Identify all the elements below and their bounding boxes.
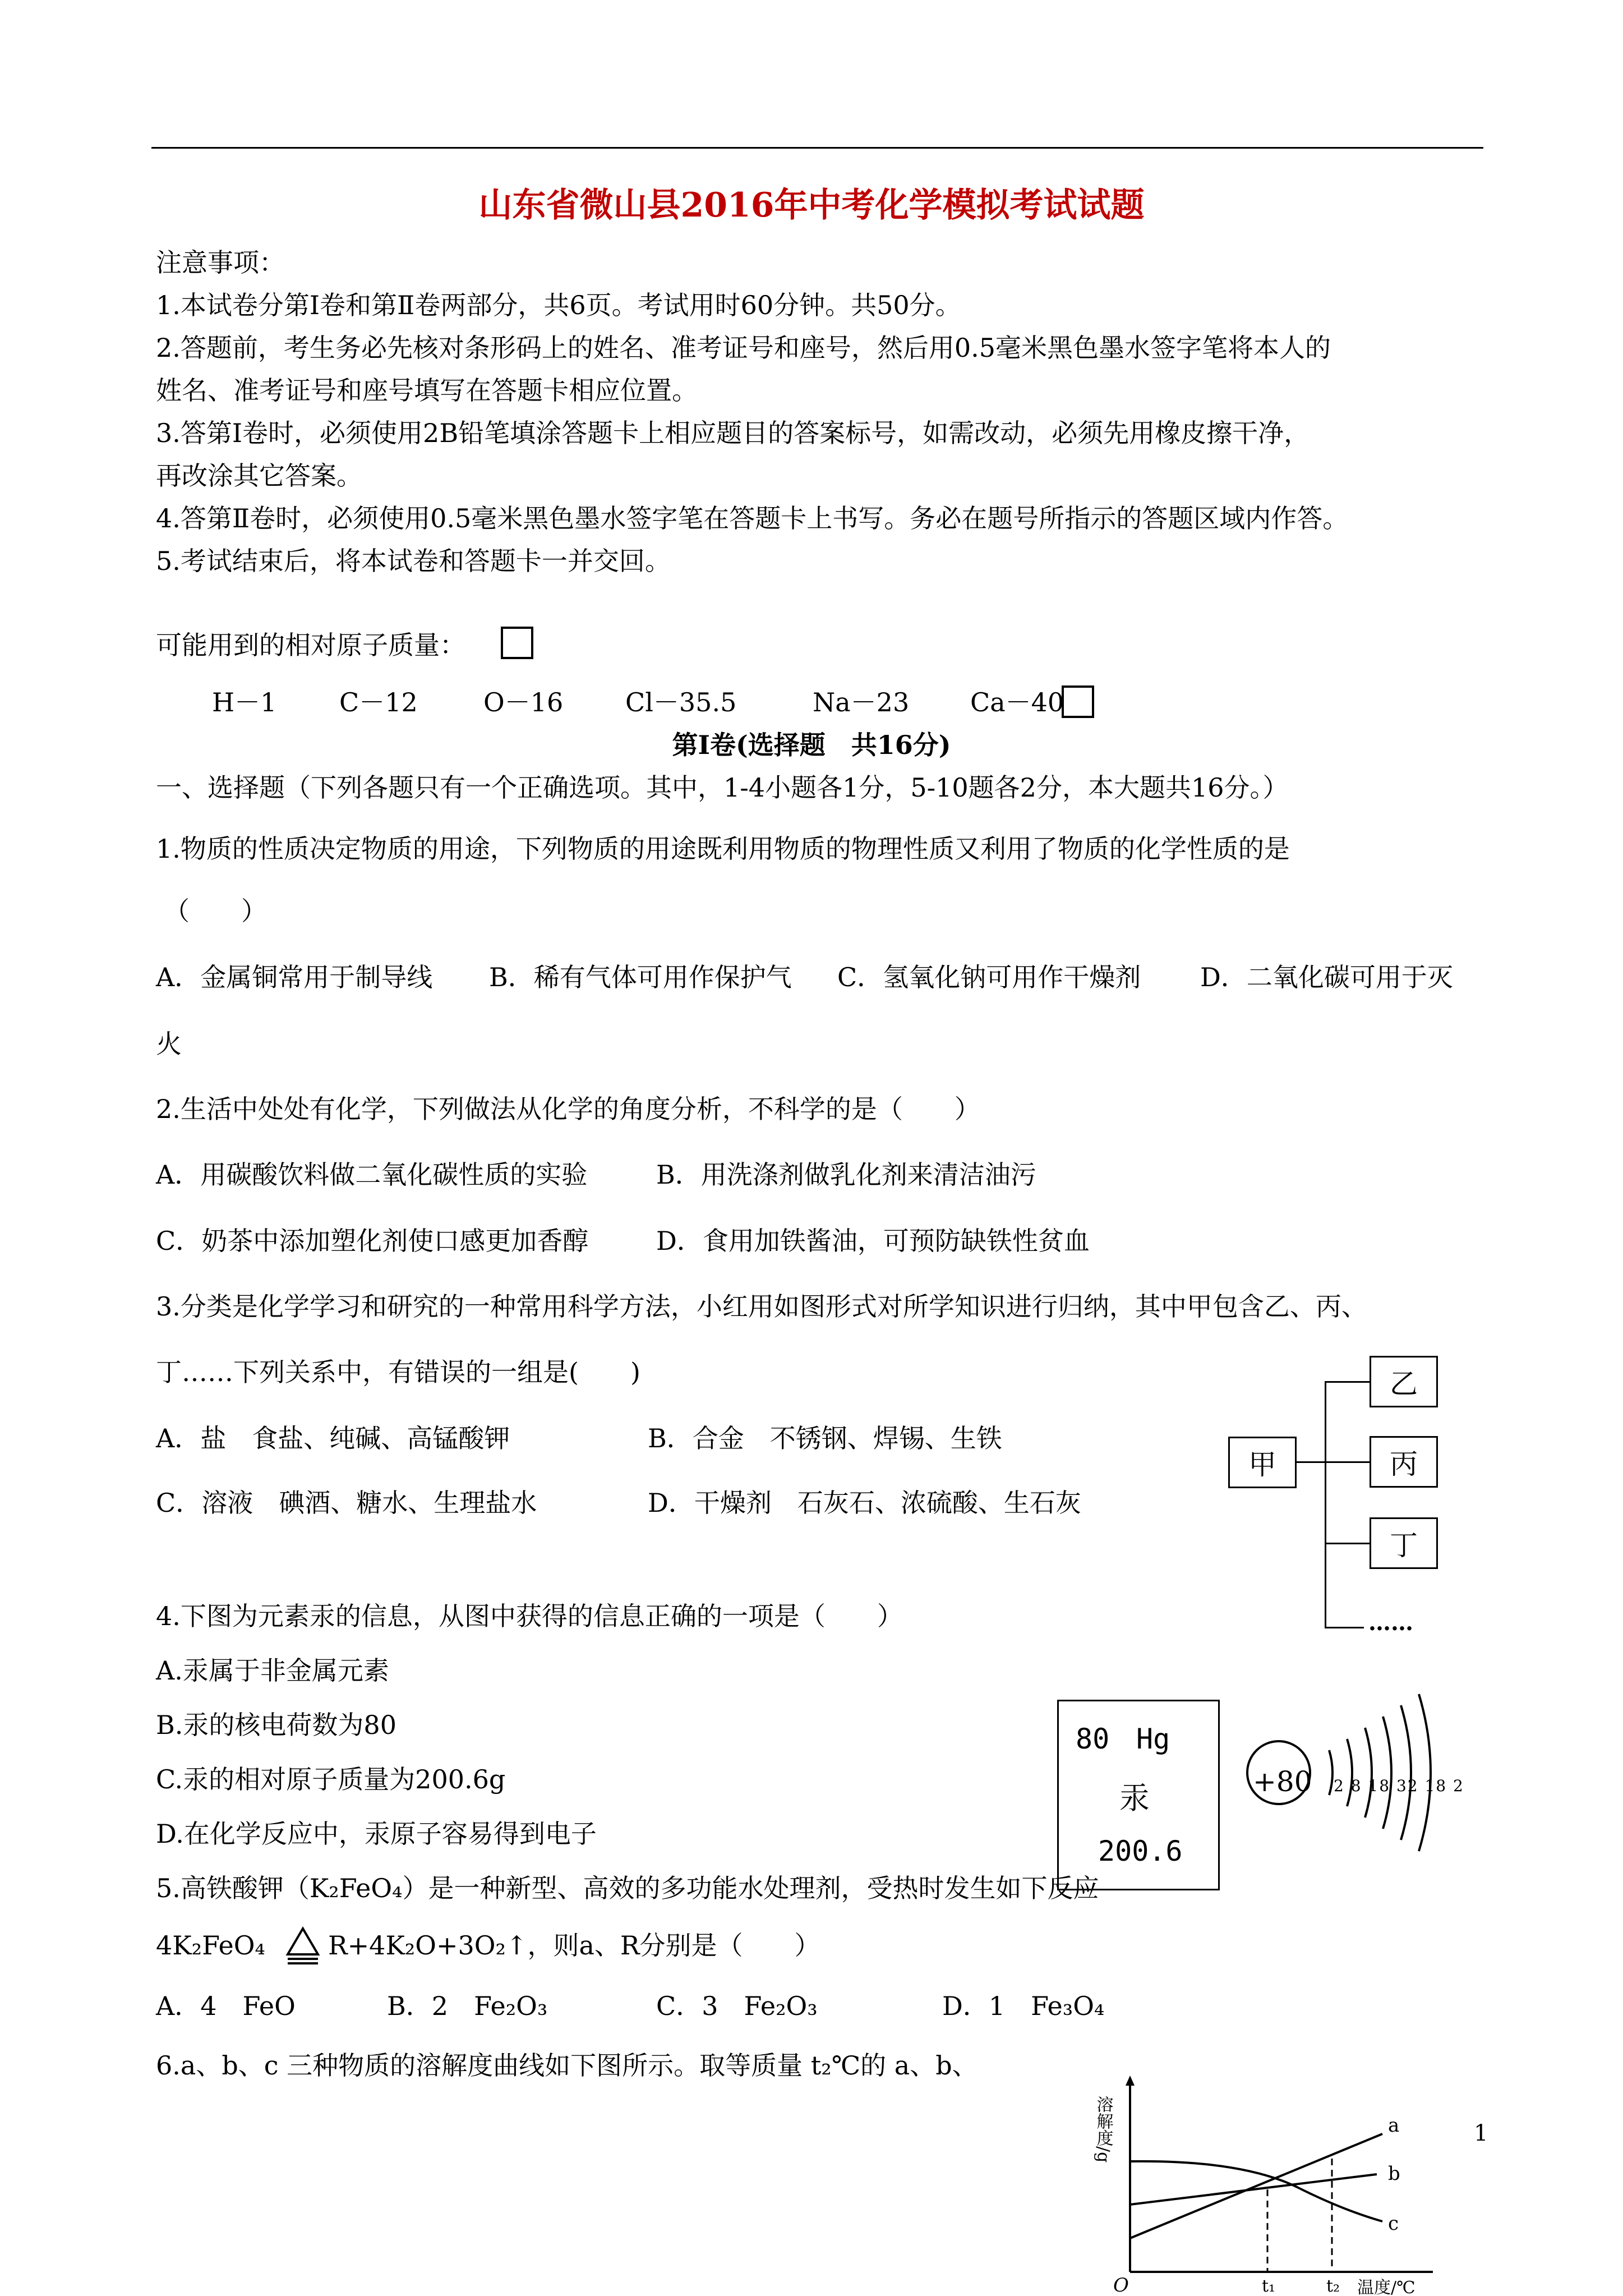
q3-option-b: B．合金 不锈钢、焊锡、生铁 [648,1423,1002,1453]
atomic-mass: 200.6 [1098,1835,1183,1867]
element-name: 汞 [1119,1780,1150,1816]
diagram-branch [1325,1461,1370,1463]
q2-stem: 2.生活中处处有化学，下列做法从化学的角度分析，不科学的是（ ） [156,1094,980,1124]
blank-box [501,627,533,659]
q5-equation-right: R+4K₂O+3O₂↑，则a、R分别是（ ） [328,1930,820,1961]
x-axis-label: 温度/℃ [1357,2278,1415,2296]
note-item: 2.答题前，考生务必先核对条形码上的姓名、准考证号和座号，然后用0.5毫米黑色墨水签字笔将本人的 [156,333,1331,363]
diagram-root-box [1228,1437,1297,1488]
diagram-branch [1325,1627,1364,1628]
q3-option-a: A．盐 食盐、纯碱、高锰酸钾 [156,1423,510,1453]
note-item: 姓名、准考证号和座号填写在答题卡相应位置。 [156,375,698,406]
header-rule [151,147,1483,149]
q4-option-c: C.汞的相对原子质量为200.6g [156,1764,506,1795]
element-card [1057,1700,1220,1890]
q1-option-a: A．金属铜常用于制导线 [156,962,433,992]
diagram-root: 甲 [1248,1448,1276,1481]
diagram-more: …… [1368,1609,1413,1636]
origin-label: O [1113,2274,1129,2296]
q5-option-b: B．2 Fe₂O₃ [387,1991,548,2021]
note-item: 3.答第Ⅰ卷时，必须使用2B铅笔填涂答题卡上相应题目的答案标号，如需改动，必须先用橡皮擦干净， [156,418,1310,448]
q1-option-d: D．二氧化碳可用于灭 [1200,962,1453,992]
electron-shells: 2 8 18 32 18 2 [1334,1777,1464,1795]
q3-stem-2: 丁……下列关系中，有错误的一组是( ) [156,1357,640,1387]
curve-c [1130,2161,1382,2221]
diagram-child-box [1370,1356,1438,1407]
q2-option-b: B．用洗涤剂做乳化剂来清洁油污 [656,1159,1036,1190]
atomic-mass-o: O－16 [483,687,564,717]
atomic-mass-cl: Cl－35.5 [625,687,737,717]
blank-box [1062,685,1094,718]
section-intro: 一、选择题（下列各题只有一个正确选项。其中，1-4小题各1分，5-10题各2分，本大题共16分。） [156,772,1289,803]
element-symbol: Hg [1136,1723,1170,1755]
atomic-mass-label: 可能用到的相对原子质量： [156,630,465,660]
atomic-mass-na: Na－23 [813,687,910,717]
curve-b [1130,2174,1377,2205]
section-heading: 第Ⅰ卷(选择题 共16分) [672,730,951,760]
q6-stem: 6.a、b、c 三种物质的溶解度曲线如下图所示。取等质量 t₂℃的 a、b、 [156,2050,978,2081]
q5-equation-left: 4K₂FeO₄ [156,1930,265,1961]
q4-option-b: B.汞的核电荷数为80 [156,1710,396,1740]
q5-option-d: D．1 Fe₃O₄ [942,1991,1105,2021]
note-item: 5.考试结束后，将本试卷和答题卡一并交回。 [156,546,671,576]
atomic-mass-h: H－1 [212,687,277,717]
y-axis-arrow [1126,2076,1135,2086]
y-axis-label: 溶解度/g [1093,2096,1113,2163]
diagram-child-box [1370,1517,1438,1569]
atomic-mass-c: C－12 [339,687,418,717]
diagram-child: 丁 [1390,1529,1418,1562]
curve-c-label: c [1388,2212,1399,2235]
heat-triangle-icon [283,1925,322,1966]
q3-option-c: C．溶液 碘酒、糖水、生理盐水 [156,1488,537,1518]
atomic-number: 80 [1076,1723,1110,1755]
q1-paren: （ ） [164,896,267,926]
atomic-mass-ca: Ca－40 [970,687,1064,717]
q5-stem: 5.高铁酸钾（K₂FeO₄）是一种新型、高效的多功能水处理剂，受热时发生如下反应 [156,1873,1099,1903]
q5-option-c: C．3 Fe₂O₃ [656,1991,818,2021]
page-number: 1 [1474,2120,1488,2146]
curve-a-label: a [1388,2114,1400,2137]
q1-stem: 1.物质的性质决定物质的用途，下列物质的用途既利用物质的物理性质又利用了物质的化学性质的是 [156,834,1290,864]
diagram-child: 丙 [1390,1448,1418,1480]
diagram-child: 乙 [1390,1368,1418,1400]
q3-option-d: D．干燥剂 石灰石、浓硫酸、生石灰 [648,1488,1081,1518]
q5-option-a: A．4 FeO [156,1991,296,2021]
q2-option-d: D．食用加铁酱油，可预防缺铁性贫血 [656,1226,1090,1256]
q2-option-c: C．奶茶中添加塑化剂使口感更加香醇 [156,1226,589,1256]
note-item: 再改涂其它答案。 [156,461,362,491]
q2-option-a: A．用碳酸饮料做二氧化碳性质的实验 [156,1159,588,1190]
q4-stem: 4.下图为元素汞的信息，从图中获得的信息正确的一项是（ ） [156,1601,903,1631]
q4-option-a: A.汞属于非金属元素 [156,1655,389,1686]
diagram-branch [1325,1543,1370,1544]
q1-option-c: C．氢氧化钠可用作干燥剂 [837,962,1141,992]
curve-a [1130,2134,1382,2238]
t1-label: t₁ [1262,2276,1276,2296]
solubility-chart [1093,2076,1545,2296]
notes-heading: 注意事项： [156,247,285,278]
note-item: 1.本试卷分第Ⅰ卷和第Ⅱ卷两部分，共6页。考试用时60分钟。共50分。 [156,290,961,320]
t2-label: t₂ [1326,2276,1340,2296]
note-item: 4.答第Ⅱ卷时，必须使用0.5毫米黑色墨水签字笔在答题卡上书写。务必在题号所指示的答题区域内作答。 [156,503,1349,533]
q3-stem-1: 3.分类是化学学习和研究的一种常用科学方法，小红用如图形式对所学知识进行归纳，其中甲包含乙、丙、 [156,1291,1367,1322]
diagram-connector [1297,1461,1326,1463]
diagram-branch [1325,1381,1370,1383]
curve-b-label: b [1388,2162,1400,2185]
diagram-trunk [1325,1381,1326,1628]
q1-wrap: 火 [156,1029,182,1059]
nucleus-charge: +80 [1253,1765,1312,1798]
q1-option-b: B．稀有气体可用作保护气 [489,962,792,992]
diagram-child-box [1370,1436,1438,1488]
page-title: 山东省微山县2016年中考化学模拟考试试题 [478,186,1145,225]
q4-option-d: D.在化学反应中，汞原子容易得到电子 [156,1819,597,1849]
